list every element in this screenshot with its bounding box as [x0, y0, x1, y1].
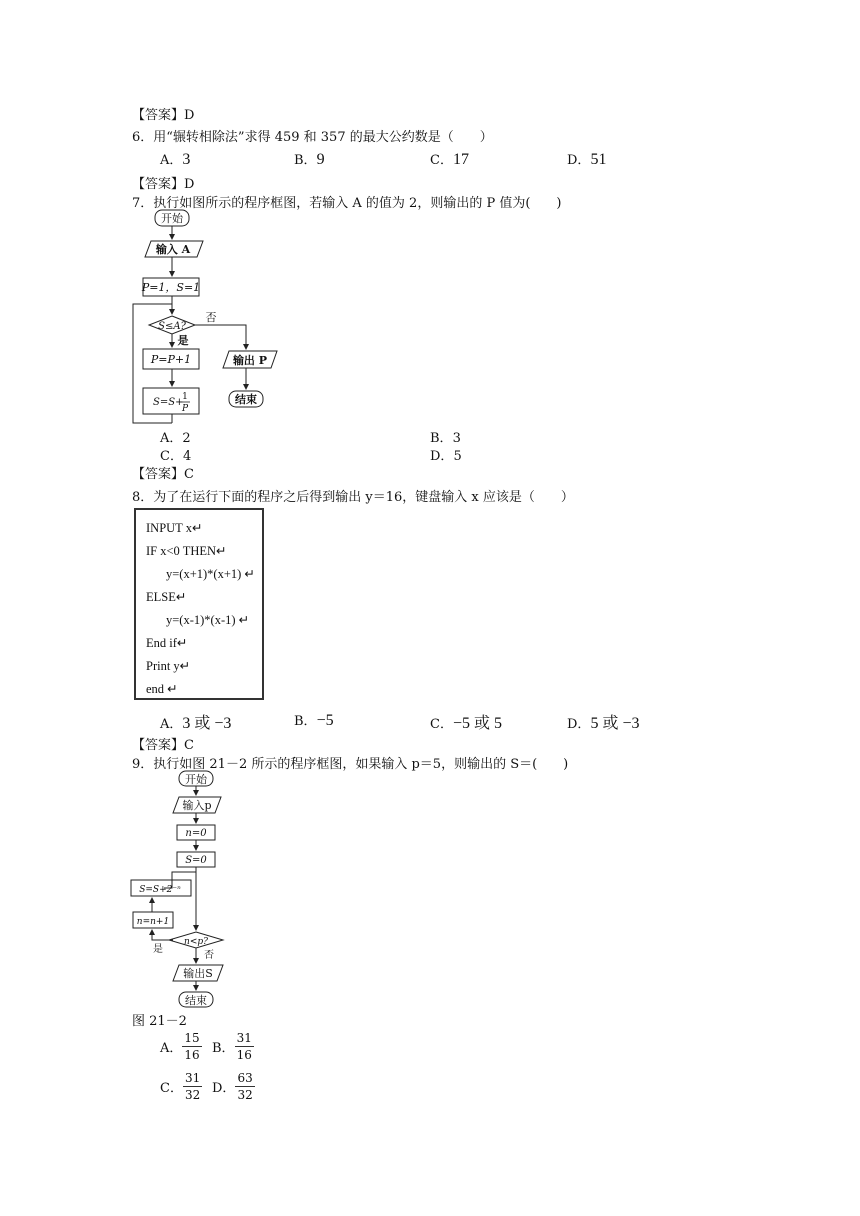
option-fraction — [183, 1070, 202, 1103]
option-value: 17 — [452, 151, 469, 168]
option-letter: A． — [160, 717, 183, 732]
option-value: 3 或 −3 — [182, 715, 232, 732]
q9-end-label: 结束 — [185, 994, 207, 1007]
q7-yes-label: 是 — [177, 334, 189, 347]
code-line: Print y↵ — [146, 659, 191, 673]
code-line: end ↵ — [146, 682, 178, 696]
q9-s0-label: S=0 — [185, 855, 207, 866]
q6-option-d — [567, 149, 606, 169]
q8-option-d — [567, 710, 639, 733]
numerator: 15 — [184, 1031, 200, 1045]
q7-option-d — [430, 445, 462, 464]
denominator: 16 — [236, 1048, 252, 1062]
q7-init-label: P=1，S=1 — [141, 281, 201, 294]
option-letter: D． — [430, 449, 454, 464]
q7-step2-prefix: S=S+ — [153, 397, 184, 408]
q7-condition-label: S≤A? — [158, 321, 186, 332]
denominator: 32 — [184, 1088, 201, 1102]
code-line: y=(x+1)*(x+1) ↵ — [166, 567, 255, 581]
q9-start-label: 开始 — [185, 773, 207, 786]
code-line: End if↵ — [146, 636, 188, 650]
q9-flowchart — [125, 768, 265, 1010]
question-6-stem: 6．用“辗转相除法”求得 459 和 357 的最大公约数是（ ） — [132, 130, 493, 145]
q9-update-n-label: n=n+1 — [136, 917, 170, 927]
option-letter: A． — [160, 431, 183, 446]
q9-option-d — [212, 1070, 255, 1103]
q9-no-label: 否 — [204, 950, 214, 961]
q9-n0-label: n=0 — [185, 828, 207, 839]
denominator: 32 — [237, 1088, 253, 1102]
option-letter: A． — [160, 153, 183, 168]
q9-input-label: 输入p — [182, 799, 212, 812]
option-letter: C． — [160, 1081, 183, 1096]
option-value: 2 — [182, 431, 191, 446]
q7-end-label: 结束 — [235, 393, 257, 406]
option-letter: D． — [212, 1081, 236, 1096]
option-letter: C． — [160, 449, 183, 464]
q9-figure-caption: 图 21－2 — [132, 1014, 187, 1029]
q8-code-box — [134, 508, 264, 700]
q8-option-b — [294, 710, 334, 730]
q7-no-label: 否 — [205, 311, 217, 324]
q7-start-label: 开始 — [161, 212, 183, 225]
q7-step1-label: P=P+1 — [150, 353, 192, 366]
q7-option-b — [430, 427, 461, 446]
q8-option-c — [430, 710, 502, 733]
numerator: 31 — [236, 1031, 252, 1045]
q7-answer: 【答案】C — [132, 467, 194, 482]
option-fraction — [235, 1070, 254, 1103]
denominator: 16 — [184, 1048, 200, 1062]
q9-option-b — [212, 1030, 254, 1063]
code-line: INPUT x↵ — [146, 521, 203, 535]
option-value: 5 — [453, 449, 462, 464]
option-letter: A． — [160, 1041, 183, 1056]
q8-answer: 【答案】C — [132, 738, 194, 753]
q6-option-a — [160, 149, 190, 169]
q7-option-c — [160, 445, 191, 464]
q6-option-b — [294, 149, 325, 169]
question-9-stem: 9．执行如图 21－2 所示的程序框图，如果输入 p＝5，则输出的 S＝( ) — [132, 757, 569, 772]
q7-input-label: 输入 A — [155, 243, 191, 256]
question-7-stem: 7．执行如图所示的程序框图，若输入 A 的值为 2，则输出的 P 值为( ) — [132, 196, 562, 211]
option-letter: B． — [294, 714, 317, 729]
option-value: 9 — [316, 151, 325, 168]
code-line: IF x<0 THEN↵ — [146, 544, 227, 558]
option-value: −5 — [316, 712, 334, 729]
code-line: ELSE↵ — [146, 590, 187, 604]
numerator: 63 — [237, 1071, 253, 1085]
option-fraction — [182, 1030, 201, 1063]
q9-condition-label: n<p? — [184, 937, 208, 947]
q9-output-label: 输出S — [183, 967, 213, 980]
option-value: 51 — [590, 151, 607, 168]
option-value: 5 或 −3 — [590, 715, 640, 732]
q9-option-a — [160, 1030, 202, 1063]
option-value: 4 — [182, 449, 192, 464]
option-letter: D． — [567, 153, 591, 168]
q9-option-c — [160, 1070, 202, 1103]
q7-output-label: 输出 P — [232, 354, 268, 367]
option-value: 3 — [182, 151, 191, 168]
option-fraction — [235, 1030, 254, 1063]
option-letter: B． — [294, 153, 317, 168]
q7-flowchart — [125, 206, 305, 430]
question-8-stem: 8．为了在运行下面的程序之后得到输出 y＝16，键盘输入 x 应该是（ ） — [132, 490, 574, 505]
option-letter: D． — [567, 717, 591, 732]
q9-yes-label: 是 — [153, 944, 163, 955]
option-value: −5 或 5 — [452, 715, 502, 732]
q6-answer: 【答案】D — [132, 177, 195, 192]
q7-step2-denominator: P — [181, 404, 189, 414]
q9-update-s-label: S=S+2⁻ⁿ — [139, 885, 181, 895]
code-line: y=(x-1)*(x-1) ↵ — [166, 613, 250, 627]
option-letter: C． — [430, 717, 453, 732]
option-value: 3 — [452, 431, 461, 446]
answer-label: 【答案】D — [132, 108, 195, 123]
numerator: 31 — [184, 1071, 201, 1085]
option-letter: B． — [430, 431, 453, 446]
option-letter: C． — [430, 153, 453, 168]
q8-option-a — [160, 710, 231, 733]
q6-option-c — [430, 149, 469, 169]
q7-step2-numerator: 1 — [182, 392, 188, 402]
option-letter: B． — [212, 1041, 235, 1056]
q7-option-a — [160, 427, 191, 446]
